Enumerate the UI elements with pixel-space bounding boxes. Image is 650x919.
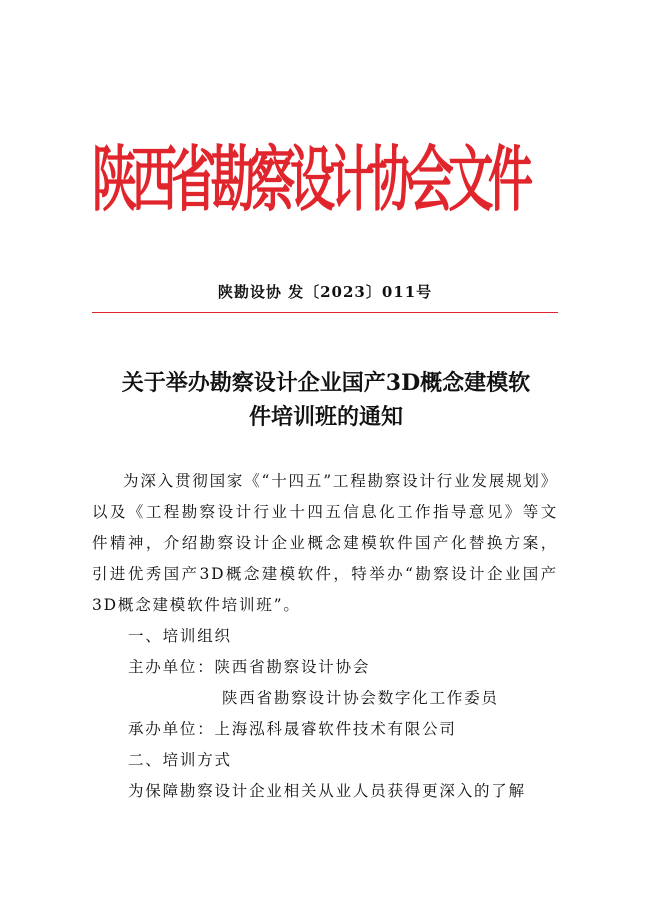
section-heading-method: 二、培训方式 <box>128 751 232 769</box>
host-line: 承办单位：上海泓科晟睿软件技术有限公司 <box>128 720 457 738</box>
intro-paragraph: 为深入贯彻国家《“十四五”工程勘察设计行业发展规划》以及《工程勘察设计行业十四五信息化工作指导意见》等文件精神，介绍勘察设计企业概念建模软件国产化替换方案，引进优秀国产3D概念建模软件，特举办“勘察设计企业国产3D概念建模软件培训班”。 <box>92 472 558 614</box>
notice-title-line-1: 关于举办勘察设计企业国产3D概念建模软 <box>121 370 531 396</box>
document-number: 陕勘设协 发〔2023〕011号 <box>217 283 433 301</box>
section-heading-organization: 一、培训组织 <box>128 627 232 645</box>
red-divider <box>92 312 558 313</box>
notice-title-line-2: 件培训班的通知 <box>248 404 403 430</box>
masthead-title: 陕西省勘察设计协会文件 <box>92 137 528 222</box>
notice-title <box>96 366 556 434</box>
organizer-line-2: 陕西省勘察设计协会数字化工作委员 <box>222 689 499 707</box>
notice-body <box>92 466 558 807</box>
organizer-line: 主办单位：陕西省勘察设计协会 <box>128 658 371 676</box>
section-method-text: 为保障勘察设计企业相关从业人员获得更深入的了解 <box>128 782 526 800</box>
